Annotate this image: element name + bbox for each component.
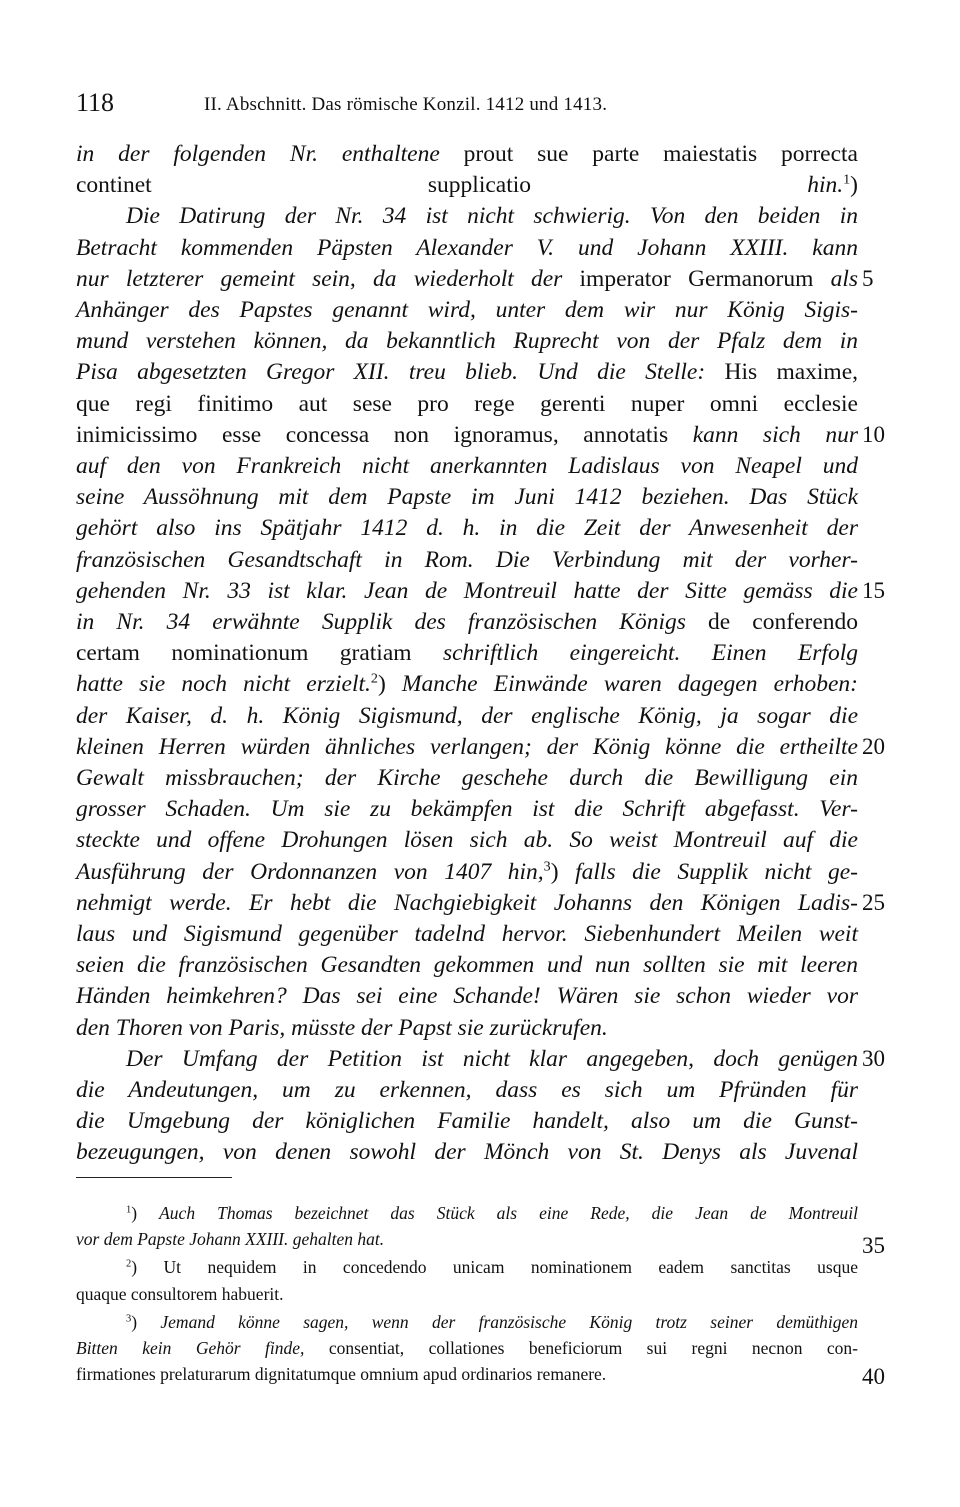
body-line: laus und Sigismund gegenüber tadelnd hervor. Siebenhundert Meilen weit bbox=[76, 921, 858, 947]
body-line: que regi finitimo aut sese pro rege gerenti nuper omni ecclesie bbox=[76, 390, 858, 417]
line-number: 10 bbox=[862, 421, 885, 447]
body-line: Anhänger des Papstes genannt wird, unter dem wir nur König Sigis- bbox=[76, 297, 858, 323]
body-line: Gewalt missbrauchen; der Kirche geschehe durch die Bewilligung ein bbox=[76, 765, 858, 791]
page-number: 118 bbox=[76, 88, 115, 117]
body-line: in Nr. 34 erwähnte Supplik des französischen Königs de conferendo bbox=[76, 609, 858, 635]
line-number: 40 bbox=[862, 1364, 885, 1390]
footnote-line: Bitten kein Gehör finde, consentiat, collationes beneficiorum sui regni necnon con- bbox=[76, 1338, 858, 1358]
body-line: certam nominationum gratiam schriftlich eingereicht. Einen Erfolg bbox=[76, 640, 858, 667]
body-line: auf den von Frankreich nicht anerkannten Ladislaus von Neapel und bbox=[76, 453, 858, 479]
footnote-line: quaque consultorem habuerit. bbox=[76, 1283, 284, 1304]
body-line: hatte sie noch nicht erzielt.$^2$) Manche Einwände waren dagegen erhoben: bbox=[76, 670, 858, 698]
line-number: 5 bbox=[862, 265, 874, 291]
body-line: die Andeutungen, um zu erkennen, dass es sich um Pfründen für bbox=[76, 1077, 858, 1103]
page-header bbox=[76, 88, 866, 124]
body-line: grosser Schaden. Um sie zu bekämpfen ist die Schrift abgefasst. Ver- bbox=[76, 796, 858, 823]
body-line: nehmigt werde. Er hebt die Nachgiebigkeit Johanns den Königen Ladis- bbox=[76, 889, 858, 916]
body-line: Die Datirung der Nr. 34 ist nicht schwierig. Von den beiden in bbox=[126, 203, 858, 230]
body-line: seine Aussöhnung mit dem Papste im Juni 1412 beziehen. Das Stück bbox=[76, 484, 858, 511]
line-number: 15 bbox=[862, 577, 885, 603]
footnote-line: $^3$) Jemand könne sagen, wenn der französische König trotz seiner demüthigen bbox=[126, 1311, 858, 1332]
body-line: Ausführung der Ordonnanzen von 1407 hin,$^3$) falls die Supplik nicht ge- bbox=[76, 858, 858, 885]
body-line: französischen Gesandtschaft in Rom. Die Verbindung mit der vorher- bbox=[76, 546, 858, 573]
body-line: gehört also ins Spätjahr 1412 d. h. in die Zeit der Anwesenheit der bbox=[76, 515, 858, 542]
footnote-line: vor dem Papste Johann XXIII. gehalten hat. bbox=[76, 1229, 385, 1250]
body-line: mund verstehen können, da bekanntlich Ruprecht von der Pfalz dem in bbox=[76, 328, 858, 355]
body-line: Pisa abgesetzten Gregor XII. treu blieb. Und die Stelle: His maxime, bbox=[76, 359, 859, 386]
body-line: Händen heimkehren? Das sei eine Schande! Wären sie schon wieder vor bbox=[76, 983, 858, 1010]
body-line: bezeugungen, von denen sowohl der Mönch von St. Denys als Juvenal bbox=[76, 1139, 858, 1166]
body-line: der Kaiser, d. h. König Sigismund, der englische König, ja sogar die bbox=[76, 702, 858, 729]
body-line: Betracht kommenden Päpsten Alexander V. und Johann XXIII. kann bbox=[76, 234, 858, 261]
footnote-line: firmationes prelaturarum dignitatumque omnium apud ordinarios remanere. bbox=[76, 1364, 607, 1385]
body-line: in der folgenden Nr. enthaltene prout sue parte maiestatis porrecta bbox=[76, 141, 858, 167]
body-line: den Thoren von Paris, müsste der Papst sie zurückrufen. bbox=[76, 1014, 608, 1041]
body-line: continet supplicatio hin.$^1$) bbox=[76, 171, 858, 199]
line-number: 20 bbox=[862, 733, 885, 759]
body-line: die Umgebung der königlichen Familie handelt, also um die Gunst- bbox=[76, 1108, 858, 1135]
line-number: 30 bbox=[862, 1045, 885, 1071]
body-line: inimicissimo esse concessa non ignoramus, annotatis kann sich nur bbox=[76, 421, 859, 448]
body-line: steckte und offene Drohungen lösen sich ab. So weist Montreuil auf die bbox=[76, 827, 858, 854]
body-line: nur letzterer gemeint sein, da wiederholt der imperator Germanorum als bbox=[76, 265, 859, 292]
line-number: 35 bbox=[862, 1233, 885, 1259]
line-number: 25 bbox=[862, 889, 885, 915]
footnote-line: $^2$) Ut nequidem in concedendo unicam nominationem eadem sanctitas usque bbox=[126, 1257, 858, 1278]
footnote-rule bbox=[76, 1177, 232, 1178]
body-line: seien die französischen Gesandten gekommen und nun sollten sie mit leeren bbox=[76, 952, 858, 979]
footnote-line: $^1$) Auch Thomas bezeichnet das Stück als eine Rede, die Jean de Montreuil bbox=[126, 1203, 859, 1223]
body-line: kleinen Herren würden ähnliches verlangen; der König könne die ertheilte bbox=[76, 733, 858, 760]
body-line: Der Umfang der Petition ist nicht klar angegeben, doch genügen bbox=[126, 1045, 858, 1072]
running-head: II. Abschnitt. Das römische Konzil. 1412 und 1413. bbox=[204, 94, 608, 115]
body-line: gehenden Nr. 33 ist klar. Jean de Montreuil hatte der Sitte gemäss die bbox=[76, 577, 858, 604]
